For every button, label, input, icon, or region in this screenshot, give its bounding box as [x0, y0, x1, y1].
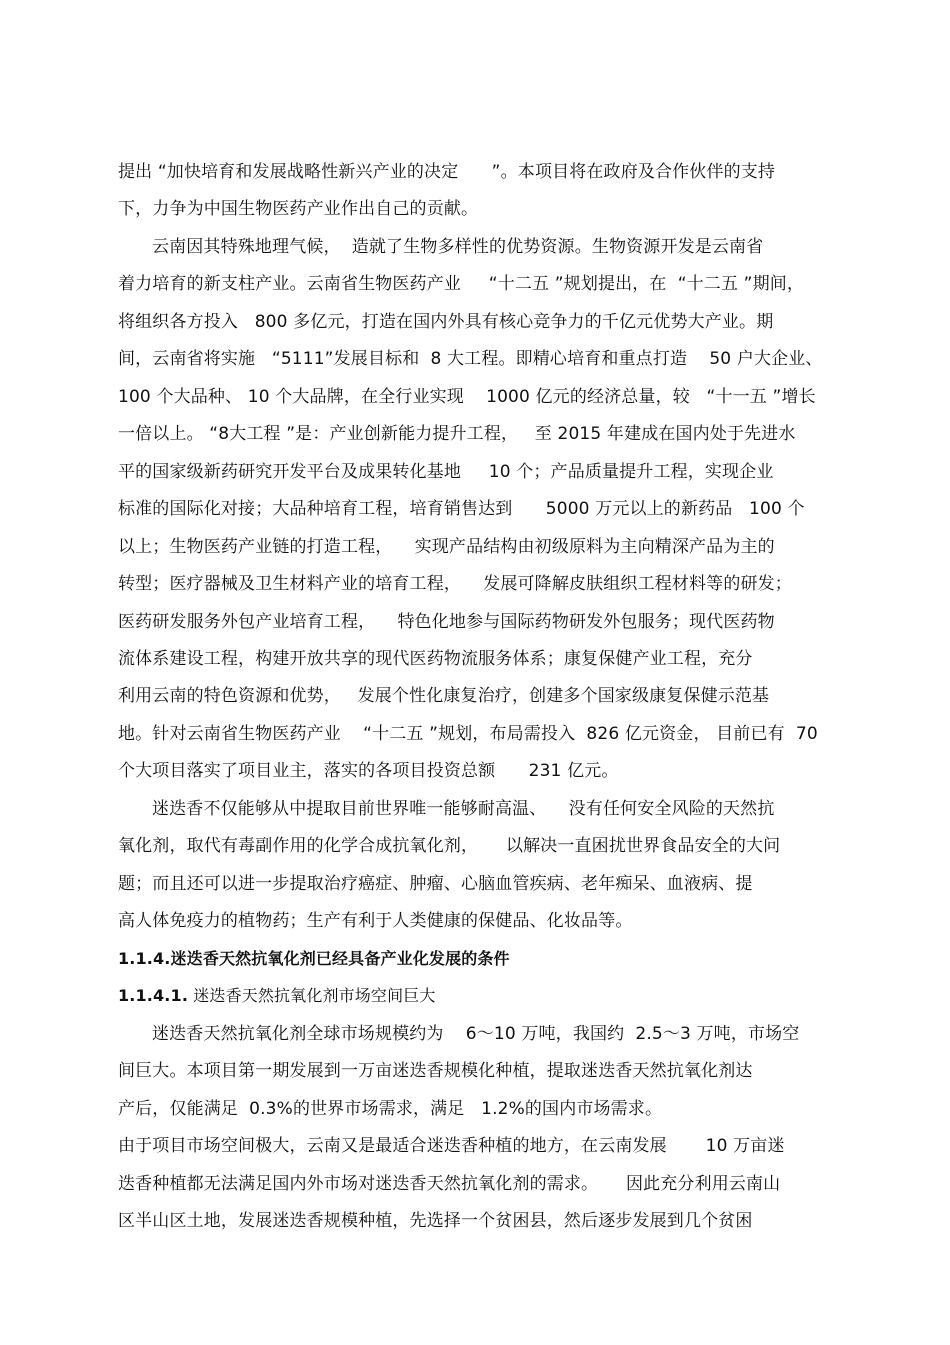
paragraph-line: 100 个大品种、 10 个大品牌，在全行业实现 1000 亿元的经济总量，较 “十一五 ”增长	[118, 387, 816, 407]
subsection-title: 迷迭香天然抗氧化剂市场空间巨大	[188, 986, 436, 1005]
paragraph-line: 迷迭香不仅能够从中提取目前世界唯一能够耐高温、 没有任何安全风险的天然抗	[152, 799, 775, 819]
paragraph-line: 以上；生物医药产业链的打造工程， 实现产品结构由初级原料为主向精深产品为主的	[118, 537, 775, 557]
paragraph-line: 间，云南省将实施 “5111”发展目标和 8 大工程。即精心培育和重点打造 50 户大企业、	[118, 349, 823, 369]
paragraph-line: 利用云南的特色资源和优势， 发展个性化康复治疗，创建多个国家级康复保健示范基	[118, 686, 770, 706]
paragraph-line: 流体系建设工程，构建开放共享的现代医药物流服务体系；康复保健产业工程，充分	[118, 649, 753, 669]
paragraph-line: 医药研发服务外包产业培育工程， 特色化地参与国际药物研发外包服务；现代医药物	[118, 612, 775, 632]
paragraph-line: 转型；医疗器械及卫生材料产业的培育工程， 发展可降解皮肤组织工程材料等的研发；	[118, 574, 792, 594]
paragraph-line: 云南因其特殊地理气候， 造就了生物多样性的优势资源。生物资源开发是云南省	[152, 237, 764, 257]
paragraph-line: 产后，仅能满足 0.3%的世界市场需求，满足 1.2%的国内市场需求。	[118, 1099, 663, 1119]
paragraph-line: 一倍以上。 “8大工程 ”是：产业创新能力提升工程， 至 2015 年建成在国内处于先进水	[118, 424, 796, 444]
paragraph-line: 下，力争为中国生物医药产业作出自己的贡献。	[118, 199, 479, 219]
paragraph-line: 迭香种植都无法满足国内外市场对迷迭香天然抗氧化剂的需求。 因此充分利用云南山	[118, 1174, 781, 1194]
paragraph-line: 间巨大。本项目第一期发展到一万亩迷迭香规模化种植，提取迷迭香天然抗氧化剂达	[118, 1061, 753, 1081]
paragraph-line: 地。针对云南省生物医药产业 “十二五 ”规划，布局需投入 826 亿元资金， 目前已有 70	[118, 724, 818, 744]
paragraph-line: 区半山区土地，发展迷迭香规模种植，先选择一个贫困县，然后逐步发展到几个贫困	[118, 1211, 753, 1231]
paragraph-line: 氧化剂，取代有毒副作用的化学合成抗氧化剂， 以解决一直困扰世界食品安全的大问	[118, 836, 781, 856]
paragraph-line: 将组织各方投入 800 多亿元，打造在国内外具有核心竞争力的千亿元优势大产业。期	[118, 312, 774, 332]
subsection-heading	[118, 984, 436, 1008]
paragraph-line: 着力培育的新支柱产业。云南省生物医药产业 “十二五 ”规划提出，在 “十二五 ”期间，	[118, 274, 805, 294]
section-heading: 1.1.4.迷迭香天然抗氧化剂已经具备产业化发展的条件	[118, 949, 510, 968]
paragraph-line: 标准的国际化对接；大品种培育工程，培育销售达到 5000 万元以上的新药品 100 个	[118, 499, 805, 519]
paragraph-line: 个大项目落实了项目业主，落实的各项目投资总额 231 亿元。	[118, 761, 619, 781]
subsection-number: 1.1.4.1.	[118, 986, 189, 1005]
paragraph-line: 平的国家级新药研究开发平台及成果转化基地 10 个；产品质量提升工程，实现企业	[118, 462, 774, 482]
paragraph-line: 提出 “加快培育和发展战略性新兴产业的决定 ”。本项目将在政府及合作伙伴的支持	[118, 162, 776, 182]
paragraph-line: 迷迭香天然抗氧化剂全球市场规模约为 6～10 万吨，我国约 2.5～3 万吨，市场空	[152, 1024, 800, 1044]
paragraph-line: 题；而且还可以进一步提取治疗癌症、肿瘤、心脑血管疾病、老年痴呆、血液病、提	[118, 874, 753, 894]
paragraph-line: 高人体免疫力的植物药；生产有利于人类健康的保健品、化妆品等。	[118, 911, 633, 931]
paragraph-line: 由于项目市场空间极大，云南又是最适合迷迭香种植的地方，在云南发展 10 万亩迷	[118, 1136, 785, 1156]
